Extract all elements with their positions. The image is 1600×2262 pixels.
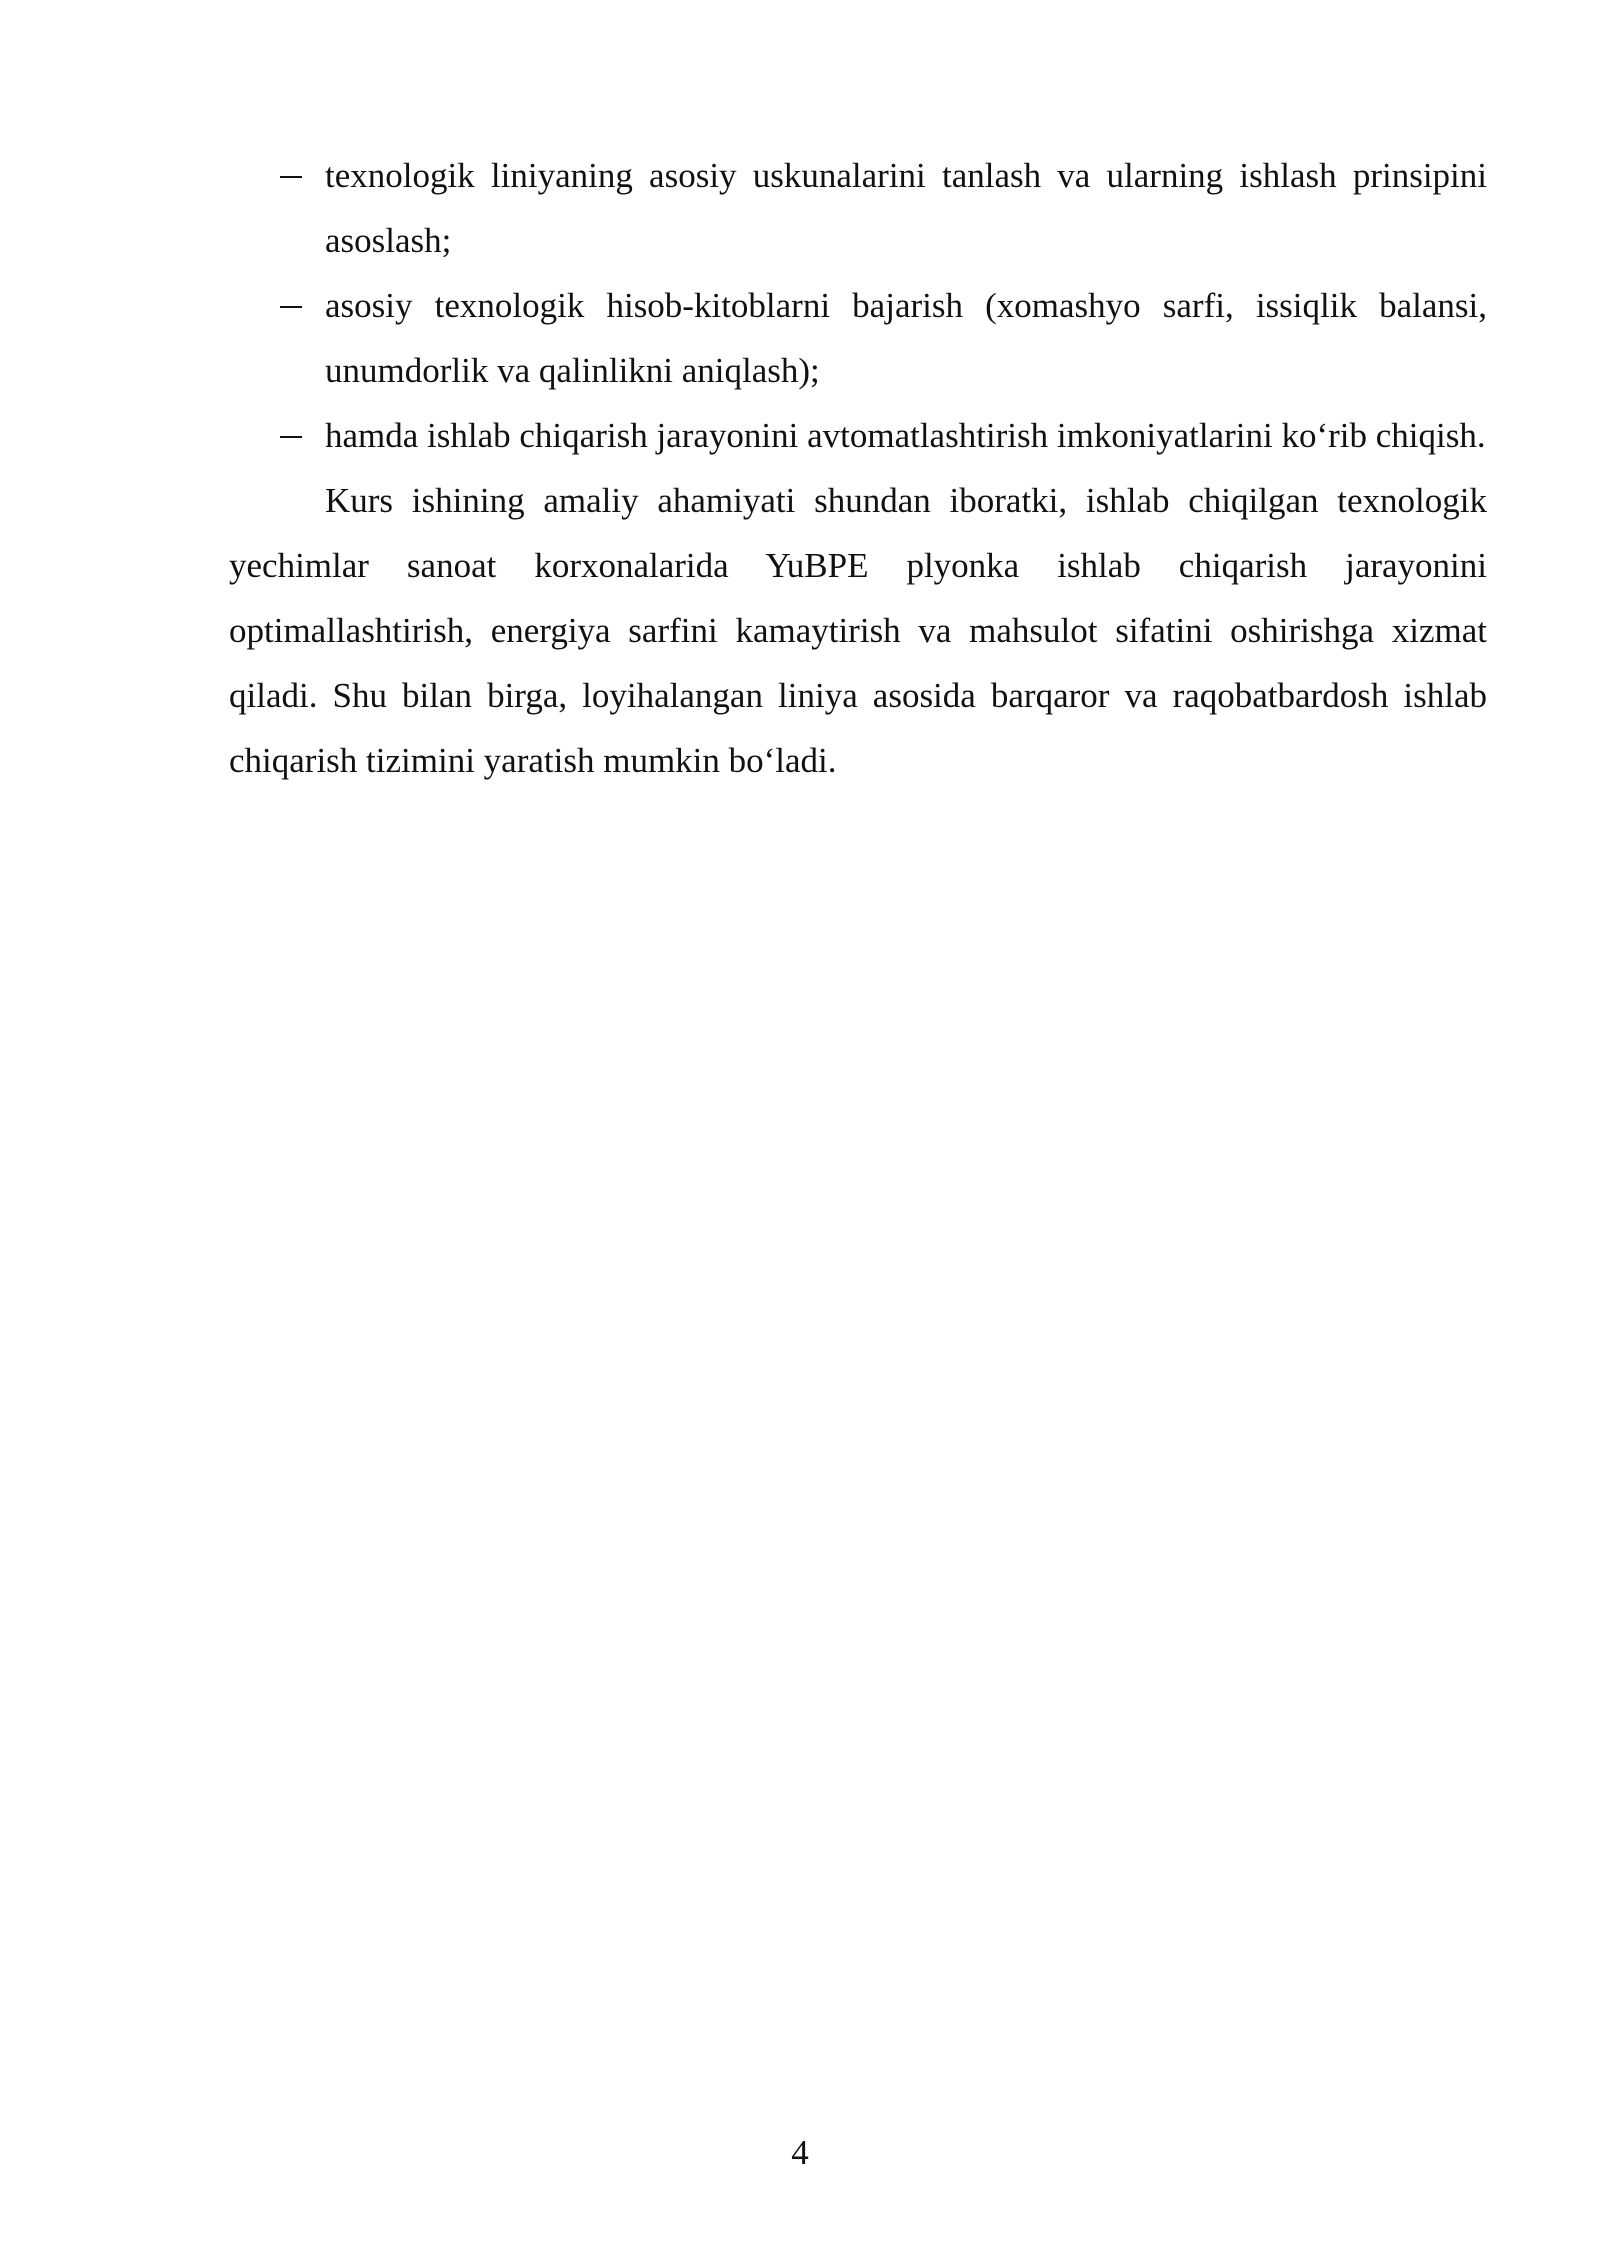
list-item-text: texnologik liniyaning asosiy uskunalarini tanlash va ularning ishlash prinsipini asoslash;: [325, 156, 1487, 260]
bullet-list: [229, 143, 1487, 468]
body-paragraph: Kurs ishining amaliy ahamiyati shundan iboratki, ishlab chiqilgan texnologik yechimlar sanoat korxonalarida YuBPE plyonka ishlab chiqarish jarayonini optimallashtirish, energiya sarfini kamaytirish va mahsulot sifatini oshirishga xizmat qiladi. Shu bilan birga, loyihalangan liniya asosida barqaror va raqobatbardosh ishlab chiqarish tizimini yaratish mumkin bo‘ladi.: [229, 481, 1487, 780]
list-item: [229, 273, 1487, 403]
page-number: 4: [791, 2133, 809, 2172]
list-item-text: hamda ishlab chiqarish jarayonini avtomatlashtirish imkoniyatlarini ko‘rib chiqish.: [325, 416, 1486, 455]
list-item: [229, 403, 1487, 468]
list-item: [229, 143, 1487, 273]
page-body: [229, 143, 1487, 793]
list-item-text: asosiy texnologik hisob-kitoblarni bajarish (xomashyo sarfi, issiqlik balansi, unumdorlik va qalinlikni aniqlash);: [325, 286, 1487, 390]
